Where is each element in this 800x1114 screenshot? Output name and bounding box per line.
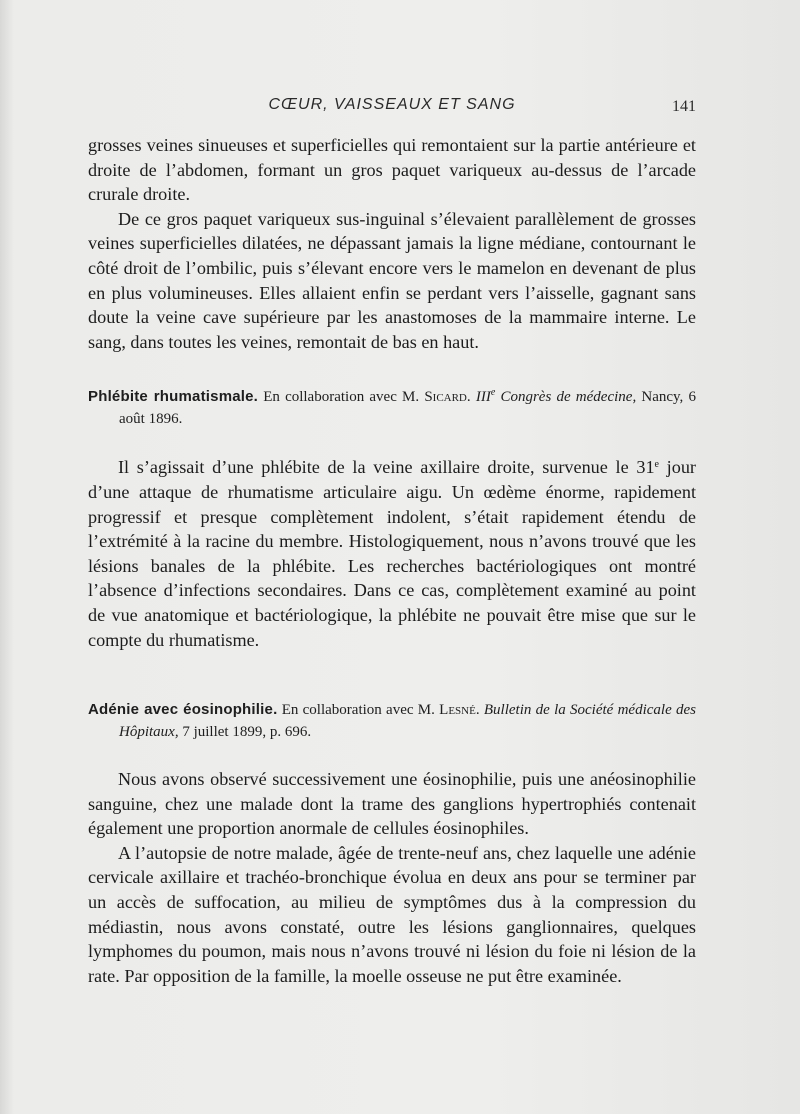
entry-separator: . <box>475 702 484 719</box>
entry-author: Sicard <box>424 389 467 406</box>
ordinal-superscript: e <box>654 459 659 471</box>
entry-congress-superscript: e <box>490 387 496 399</box>
paragraph-autopsie: A l’autopsie de notre malade, âgée de trente-neuf ans, chez laquelle une adénie cervicale axillaire et trachéo-bronchique évolua en deux ans pour se terminer par un accès de suffocation, au milieu de symptômes dus à la compression du médiastin, nous avons constaté, outre les lésions ganglionnaires, quelques lymphomes du poumon, mais nous n’avons trouvé ni lésion du foie ni lésion de la rate. Par opposition de la famille, la moelle osseuse ne put être examinée. <box>88 842 696 986</box>
paragraph-veins-continued: grosses veines sinueuses et superficielles qui remontaient sur la partie antérieure et droite de l’abdomen, formant un gros paquet variqueux au-dessus de l’arcade crurale droite. <box>88 135 696 205</box>
entry-separator: . <box>466 389 476 406</box>
bibliography-entry-adenie <box>88 699 696 743</box>
paragraph-phlebite <box>88 455 696 652</box>
paragraph-text-end: jour d’une attaque de rhumatisme articulaire aigu. Un œdème énorme, rapidement progressif et presque complètement indolent, s’était rapidement étendu de l’extrémité à la racine du membre. Histologiquement, nous n’avons trouvé que les lésions banales de la phlébite. Les recherches bactériologiques ont montré l’absence d’infections secondaires. Dans ce cas, complètement examiné au point de vue anatomique et bactériologique, la phlébite ne pouvait être mise que sur le compte du rhumatisme. <box>88 457 696 650</box>
paragraph-text-start: Il s’agissait d’une phlébite de la veine axillaire droite, survenue le 31 <box>118 457 655 478</box>
entry-collaboration: En collaboration avec M. <box>258 389 425 406</box>
entry-author: Lesné <box>439 702 476 719</box>
entry-date: 7 juillet 1899, p. 696. <box>178 724 312 741</box>
entry-journal: Bulletin de la Société médicale des Hôpitaux, <box>119 702 696 741</box>
entry-congress-number: III <box>475 389 491 406</box>
running-title: CŒUR, VAISSEAUX ET SANG <box>268 96 516 113</box>
paragraph-eosinophilie: Nous avons observé successivement une éosinophilie, puis une anéosinophilie sanguine, chez une malade dont la trame des ganglions hypertrophiés contenait également une proportion anormale de cellules éosinophiles. <box>88 769 696 839</box>
entry-congress-name: Congrès de médecine, <box>495 389 637 406</box>
page-number: 141 <box>672 98 696 115</box>
entry-collaboration: En collaboration avec M. <box>277 702 440 719</box>
paragraph-varicose-veins: De ce gros paquet variqueux sus-inguinal s’élevaient parallèlement de grosses veines superficielles dilatées, ne dépassant jamais la ligne médiane, contournant le côté droit de l’ombilic, puis s’élevant encore vers le mamelon en devenant de plus en plus volumineuses. Elles allaient enfin se perdant vers l’aisselle, gagnant sans doute la veine cave supérieure par les anastomoses de la mammaire interne. Le sang, dans toutes les veines, remontait de bas en haut. <box>88 208 696 352</box>
entry-title: Adénie avec éosinophilie. <box>88 701 278 719</box>
page-header <box>88 96 696 120</box>
entry-place-date: Nancy, 6 août 1896. <box>119 389 696 428</box>
bibliography-entry-phlebite <box>88 386 696 430</box>
page-body <box>88 133 696 988</box>
entry-title: Phlébite rhumatismale. <box>88 388 259 406</box>
